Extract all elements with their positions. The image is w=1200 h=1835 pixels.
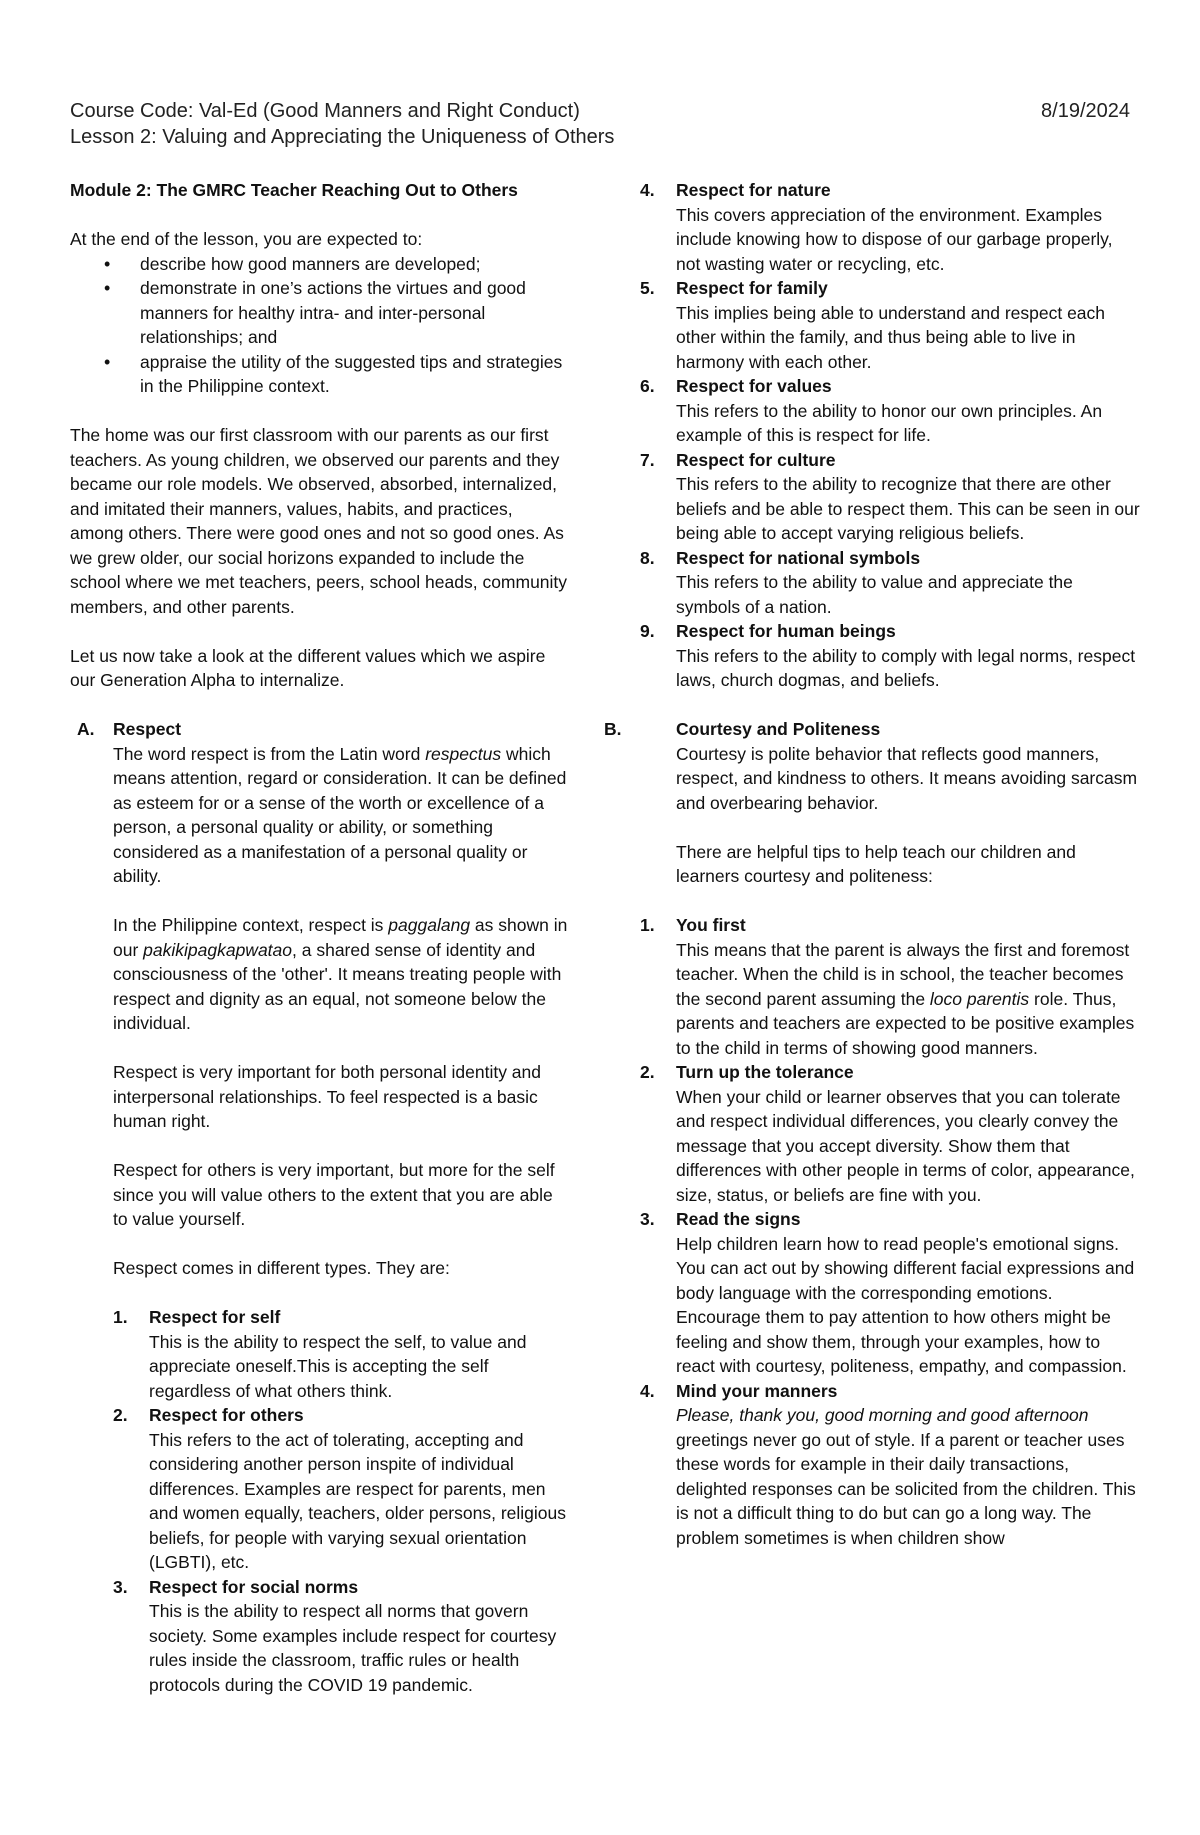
- section-title: Courtesy and Politeness: [676, 719, 881, 739]
- objectives-intro: At the end of the lesson, you are expected to:: [70, 229, 423, 249]
- intro-paragraph: The home was our first classroom with our parents as our first teachers. As young children, we observed our parents and they became our role models. We observed, absorbed, internalized, and imitated their manners, values, habits, and practices, among others. There were good ones and not so good ones. As we grew older, our social horizons expanded to include the school where we met teachers, peers, school heads, community members, and other parents.: [70, 425, 568, 617]
- left-column: [70, 178, 570, 1697]
- list-item: 4. Respect for nature This covers appreciation of the environment. Examples include knowing how to dispose of our garbage properly, not wasting water or recycling, etc.: [640, 180, 1113, 274]
- list-item: 6. Respect for values This refers to the ability to honor our own principles. An example of this is respect for life.: [640, 376, 1103, 445]
- list-item: 9. Respect for human beings This refers to the ability to comply with legal norms, respect laws, church dogmas, and beliefs.: [640, 621, 1136, 690]
- list-item: • demonstrate in one’s actions the virtues and good manners for healthy intra- and inter-personal relationships; and: [140, 276, 570, 350]
- list-item: 7. Respect for culture This refers to the ability to recognize that there are other beliefs and be able to respect them. This can be seen in our being able to accept varying religious beliefs.: [640, 449, 1140, 543]
- section-respect: [70, 717, 570, 1697]
- list-item: 5. Respect for family This implies being able to understand and respect each other within the family, and thus being able to live in harmony with each other.: [640, 278, 1106, 372]
- document-date: 8/19/2024: [1041, 100, 1130, 122]
- courtesy-tips-intro: There are helpful tips to help teach our children and learners courtesy and politeness:: [676, 841, 1076, 886]
- course-code: Course Code: Val-Ed (Good Manners and Right Conduct): [70, 100, 580, 122]
- section-label: A.: [77, 719, 95, 739]
- objectives-list: [70, 252, 570, 399]
- section-label: B.: [604, 719, 622, 739]
- lesson-title: Lesson 2: Valuing and Appreciating the Uniqueness of Others: [70, 126, 615, 148]
- list-item: • appraise the utility of the suggested tips and strategies in the Philippine context.: [140, 350, 570, 399]
- list-item: 1. Respect for self This is the ability to respect the self, to value and appreciate oneself.This is accepting the self regardless of what others think.: [113, 1307, 527, 1401]
- respect-importance: Respect is very important for both personal identity and interpersonal relationships. To feel respected is a basic human right.: [113, 1062, 541, 1131]
- section-courtesy: [604, 717, 1140, 913]
- courtesy-definition: Courtesy is polite behavior that reflects good manners, respect, and kindness to others. It means avoiding sarcasm and overbearing behavior.: [676, 743, 1138, 813]
- section-title: Respect: [113, 719, 182, 739]
- list-item: 2. Respect for others This refers to the act of tolerating, accepting and considering another person inspite of individual differences. Examples are respect for parents, men and women equally, teachers, older persons, religious beliefs, for people with varying sexual orientation (LGBTI), etc.: [113, 1405, 566, 1572]
- respect-philippine-context: In the Philippine context, respect is paggalang as shown in our pakikipagkapwatao, a shared sense of identity and consciousness of the 'other'. It means treating people with respect and dignity as an equal, not someone below the individual.: [113, 915, 568, 1033]
- page-header: [70, 98, 1130, 150]
- respect-types-intro: Respect comes in different types. They are:: [113, 1258, 450, 1278]
- list-item: 2. Turn up the tolerance When your child or learner observes that you can tolerate and respect individual differences, you clearly convey the message that you accept diversity. Show them that differences with other people in terms of color, appearance, size, status, or beliefs are fine with you.: [640, 1062, 1135, 1205]
- module-title: Module 2: The GMRC Teacher Reaching Out to Others: [70, 180, 518, 200]
- list-item: 3. Respect for social norms This is the ability to respect all norms that govern society. Some examples include respect for courtesy rules inside the classroom, traffic rules or health protocols during the COVID 19 pandemic.: [113, 1576, 557, 1695]
- list-item: • describe how good manners are developed;: [140, 252, 570, 277]
- list-item: 1. You first This means that the parent is always the first and foremost teacher. When the child is in school, the teacher becomes the second parent assuming the loco parentis role. Thus, parents and teachers are expected to be positive examples to the child in terms of showing good manners.: [640, 915, 1135, 1058]
- respect-definition: The word respect is from the Latin word respectus which means attention, regard or consideration. It can be defined as esteem for or a sense of the worth or excellence of a person, a personal quality or ability, or something considered as a manifestation of a personal quality or ability.: [113, 743, 567, 886]
- respect-for-others-note: Respect for others is very important, but more for the self since you will value others to the extent that you are able to value yourself.: [113, 1160, 555, 1229]
- values-intro: Let us now take a look at the different values which we aspire our Generation Alpha to internalize.: [70, 645, 546, 690]
- list-item: 4. Mind your manners Please, thank you, good morning and good afternoon greetings never go out of style. If a parent or teacher uses these words for example in their daily transactions, delighted responses can be solicited from the children. This is not a difficult thing to do but can go a long way. The problem sometimes is when children show: [640, 1380, 1136, 1548]
- list-item: 3. Read the signs Help children learn how to read people's emotional signs. You can act out by showing different facial expressions and body language with the corresponding emotions. Encourage them to pay attention to how others might be feeling and show them, through your examples, how to react with courtesy, politeness, empathy, and compassion.: [640, 1209, 1135, 1376]
- list-item: 8. Respect for national symbols This refers to the ability to value and appreciate the symbols of a nation.: [640, 547, 1073, 617]
- right-column: [604, 178, 1140, 1550]
